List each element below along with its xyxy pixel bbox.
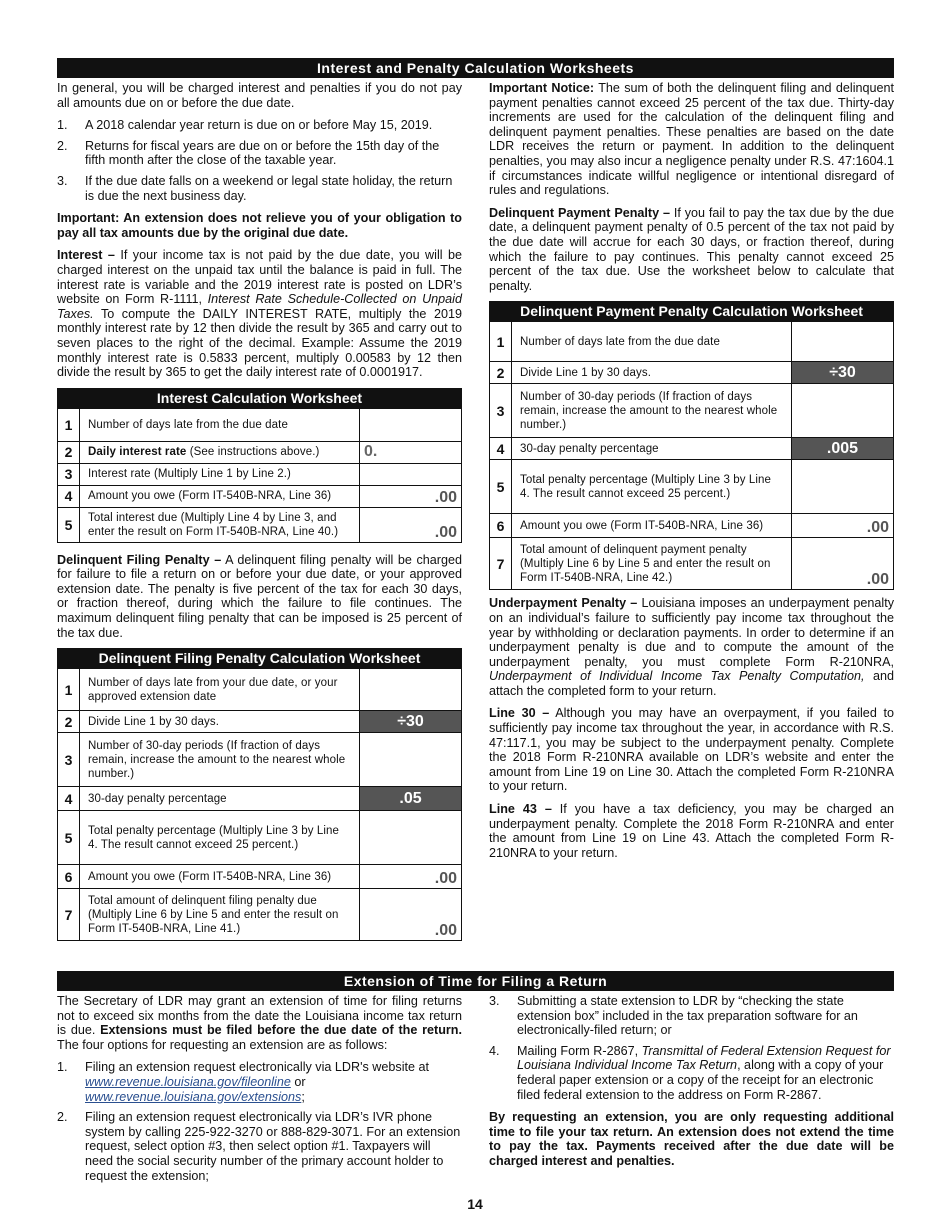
- filing-penalty-worksheet: [57, 648, 462, 941]
- option1-or: or: [290, 1074, 306, 1089]
- line-number: 4: [58, 485, 80, 507]
- line-number: 6: [490, 514, 512, 538]
- line-number: 4: [490, 438, 512, 460]
- payment-penalty-worksheet: [489, 301, 894, 590]
- list-number: 2.: [57, 138, 68, 153]
- important-notice-label: Important Notice:: [489, 81, 595, 95]
- line-preset-value: .005: [792, 438, 894, 460]
- table-row: [490, 460, 894, 514]
- interest-worksheet: [57, 388, 462, 543]
- line-description: Total amount of delinquent payment penalty (Multiply Line 6 by Line 5 and enter the result on Form IT-540B-NRA, Line 42.): [512, 538, 792, 590]
- interest-paragraph: [57, 248, 462, 379]
- option4-text-2: , along with a copy of your federal paper extension or a copy of the receipt for an electronic filed federal extension to the address on Form R-2867.: [517, 1058, 884, 1102]
- list-text: Returns for fiscal years are due on or before the 15th day of the fifth month after the close of the taxable year.: [85, 138, 440, 168]
- extensions-link[interactable]: www.revenue.louisiana.gov/extensions: [85, 1089, 302, 1104]
- extension-closing: [489, 1110, 894, 1168]
- table-row: [58, 441, 462, 463]
- list-text: If the due date falls on a weekend or legal state holiday, the return is due the next business day.: [85, 173, 453, 203]
- filing-penalty-worksheet-title: Delinquent Filing Penalty Calculation Worksheet: [57, 648, 462, 668]
- important-notice-paragraph: [489, 81, 894, 198]
- extension-intro-text-2: The four options for requesting an extension are as follows:: [57, 1037, 388, 1052]
- line-description: Number of days late from the due date: [512, 322, 792, 362]
- line-description: Amount you owe (Form IT-540B-NRA, Line 36): [80, 485, 360, 507]
- worksheets-banner: Interest and Penalty Calculation Worksheets: [57, 58, 894, 78]
- line-entry-field[interactable]: [792, 460, 894, 514]
- interest-label: Interest –: [57, 248, 115, 263]
- table-row: [58, 733, 462, 787]
- line-description: Number of 30-day periods (If fraction of days remain, increase the amount to the nearest whole number.): [80, 733, 360, 787]
- line30-label: Line 30 –: [489, 706, 550, 721]
- table-row: [490, 384, 894, 438]
- line-entry-field[interactable]: 0.: [360, 441, 462, 463]
- table-row: [490, 322, 894, 362]
- page: [57, 58, 895, 1183]
- line-number: 2: [58, 441, 80, 463]
- delinquent-payment-text: If you fail to pay the tax due by the due date, a delinquent payment penalty of 0.5 percent of the tax not paid by the due date will accrue for each 30 days, or fraction thereof, during which the failure to pay continues. This penalty cannot exceed 25 percent of the tax due. Use the worksheet below to calculate that penalty.: [489, 205, 894, 293]
- delinquent-filing-paragraph: [57, 553, 462, 641]
- delinquent-payment-paragraph: [489, 206, 894, 294]
- delinquent-filing-text: A delinquent filing penalty will be charged for failure to file a return on or before your due date, or your approved extension date. The penalty is five percent of the tax for each 30 days, or fraction thereof, during which the failure to file continues. The maximum delinquent filing penalty that can be imposed is 25 percent of the tax due.: [57, 552, 462, 640]
- line-description: Divide Line 1 by 30 days.: [512, 362, 792, 384]
- line-description: 30-day penalty percentage: [512, 438, 792, 460]
- fileonline-link[interactable]: www.revenue.louisiana.gov/fileonline: [85, 1074, 291, 1089]
- option1-text: Filing an extension request electronically via LDR's website at: [85, 1060, 430, 1075]
- line30-paragraph: [489, 706, 894, 794]
- table-row: [490, 362, 894, 384]
- due-date-list: [57, 118, 462, 203]
- intro-paragraph: In general, you will be charged interest and penalties if you do not pay all amounts due on or before the due date.: [57, 81, 462, 110]
- underpayment-paragraph: [489, 596, 894, 698]
- list-number: 1.: [57, 118, 68, 133]
- line43-label: Line 43 –: [489, 802, 552, 817]
- line-entry-field[interactable]: .00: [792, 514, 894, 538]
- line-number: 3: [58, 463, 80, 485]
- line-entry-field[interactable]: [360, 408, 462, 441]
- extension-banner: Extension of Time for Filing a Return: [57, 971, 894, 991]
- line-number: 2: [58, 711, 80, 733]
- list-number: 3.: [57, 173, 68, 188]
- line-number: 5: [490, 460, 512, 514]
- list-number: 3.: [489, 994, 500, 1008]
- option4-text-1: Mailing Form R-2867,: [517, 1043, 642, 1058]
- list-text: Filing an extension request electronically via LDR’s IVR phone system by calling 225-922-3270 or 888-829-3071. For an extension request, select option #3, then select option #1. Taxpayers will need the social security number of the primary account holder to request the extension;: [85, 1110, 461, 1183]
- line-entry-field[interactable]: .00: [360, 507, 462, 542]
- line-entry-field[interactable]: [360, 463, 462, 485]
- line43-paragraph: [489, 802, 894, 860]
- line-description: Total interest due (Multiply Line 4 by Line 3, and enter the result on Form IT-540B-NRA, Line 40.): [80, 507, 360, 542]
- extension-columns: [57, 994, 894, 1191]
- table-row: [58, 463, 462, 485]
- line-entry-field[interactable]: [360, 669, 462, 711]
- extension-intro-text-1: The Secretary of LDR may grant an extension of time for filing returns not to exceed six months from the date the Louisiana income tax return is due.: [57, 994, 462, 1038]
- line-number: 3: [490, 384, 512, 438]
- line-number: 7: [490, 538, 512, 590]
- table-row: [490, 514, 894, 538]
- line30-text: Although you may have an overpayment, if you failed to sufficiently pay income tax throughout the year, in accordance with R.S. 47:117.1, you may be subject to the underpayment penalty. Complete the 2018 Form R-210NRA available on LDR’s website and enter the amount from Line 19 on Line 30. Attach the completed Form R-210NRA to your return.: [489, 706, 894, 794]
- delinquent-payment-label: Delinquent Payment Penalty –: [489, 205, 670, 220]
- option4-form-name: Transmittal of Federal Extension Request for Louisiana Individual Income Tax Return: [517, 1043, 891, 1073]
- list-item: [57, 1110, 462, 1183]
- important-extension-note: [57, 211, 462, 240]
- left-column: [57, 81, 462, 951]
- line-number: 1: [58, 669, 80, 711]
- line-number: 7: [58, 889, 80, 941]
- line-description-rest: (See instructions above.): [186, 446, 320, 459]
- upper-columns: [57, 81, 894, 951]
- line-number: 5: [58, 811, 80, 865]
- line-preset-value: ÷30: [792, 362, 894, 384]
- delinquent-filing-label: Delinquent Filing Penalty –: [57, 552, 222, 567]
- table-row: [58, 485, 462, 507]
- list-item: [489, 1044, 894, 1102]
- list-text: [85, 1060, 462, 1104]
- list-item: [57, 118, 462, 133]
- line-description: Interest rate (Multiply Line 1 by Line 2.): [80, 463, 360, 485]
- line-entry-field[interactable]: .00: [792, 538, 894, 590]
- line-description: Total penalty percentage (Multiply Line 3 by Line 4. The result cannot exceed 25 percent.): [512, 460, 792, 514]
- interest-text-1: If your income tax is not paid by the due date, you will be charged interest on the unpaid tax until the balance is paid in full. The interest rate is variable and the 2019 interest rate is posted on LDR’s website on Form R-1111,: [57, 248, 462, 307]
- list-item: [57, 1060, 462, 1104]
- line-number: 3: [58, 733, 80, 787]
- list-text: A 2018 calendar year return is due on or before May 15, 2019.: [85, 118, 433, 133]
- important-notice-text: The sum of both the delinquent filing and delinquent payment penalties cannot exceed 25 percent of the tax due. Thirty-day increments are used for the calculation of the delinquent filing and delinquent payment penalties. These penalties are based on the date LDR receives the return or payment. In addition to the delinquent penalties, you may also incur a negligence penalty under R.S. 47:1604.1 if circumstances indicate willful negligence or intentional disregard of rules and regulations.: [489, 81, 895, 198]
- line-number: 1: [58, 408, 80, 441]
- interest-form-name: Interest Rate Schedule-Collected on Unpaid Taxes.: [57, 292, 462, 321]
- right-column: [489, 81, 894, 951]
- payment-penalty-worksheet-title: Delinquent Payment Penalty Calculation Worksheet: [489, 301, 894, 321]
- underpayment-text-2: and attach the completed form to your return.: [489, 669, 894, 698]
- line-entry-field[interactable]: .00: [360, 865, 462, 889]
- line-entry-field[interactable]: [360, 733, 462, 787]
- line-entry-field[interactable]: [360, 811, 462, 865]
- table-row: [58, 669, 462, 711]
- table-row: [58, 408, 462, 441]
- line-description: Amount you owe (Form IT-540B-NRA, Line 36): [80, 865, 360, 889]
- list-text: [517, 1044, 894, 1102]
- page-number: 14: [467, 1196, 483, 1212]
- line-number: 5: [58, 507, 80, 542]
- line-number: 1: [490, 322, 512, 362]
- table-row: [58, 811, 462, 865]
- table-row: [58, 711, 462, 733]
- extension-intro: [57, 994, 462, 1052]
- interest-worksheet-title: Interest Calculation Worksheet: [57, 388, 462, 408]
- line-number: 6: [58, 865, 80, 889]
- line-description: Number of days late from your due date, or your approved extension date: [80, 669, 360, 711]
- line-entry-field[interactable]: .00: [360, 485, 462, 507]
- extension-closing-text: By requesting an extension, you are only requesting additional time to file your tax return. An extension does not extend the time to pay the tax. Payments received after the due date will be charged interest and penalties.: [489, 1110, 894, 1168]
- table-row: [58, 889, 462, 941]
- line-description: Divide Line 1 by 30 days.: [80, 711, 360, 733]
- list-item: [57, 174, 462, 203]
- list-number: 2.: [57, 1110, 68, 1125]
- underpayment-text-1: Louisiana imposes an underpayment penalty on an individual’s failure to sufficiently pay income tax throughout the year by withholding or declaration payments. In order to determine if an underpayment penalty is due and to compute the amount of the underpayment penalty, you must complete Form R-210NRA,: [489, 596, 895, 669]
- table-row: [58, 865, 462, 889]
- line-description: [80, 441, 360, 463]
- list-text: Submitting a state extension to LDR by “checking the state extension box” included in the tax preparation software for an electronically-filed return; or: [517, 994, 858, 1038]
- list-number: 1.: [57, 1060, 68, 1075]
- extension-intro-bold: Extensions must be filed before the due date of the return.: [100, 1023, 462, 1038]
- extension-options-list-a: [57, 1060, 462, 1183]
- line-entry-field[interactable]: .00: [360, 889, 462, 941]
- table-row: [490, 538, 894, 590]
- line-preset-value: .05: [360, 787, 462, 811]
- important-extension-text: Important: An extension does not relieve you of your obligation to pay all tax amounts due by the original due date.: [57, 211, 462, 240]
- option1-end: ;: [301, 1089, 305, 1104]
- line-description: Total penalty percentage (Multiply Line 3 by Line 4. The result cannot exceed 25 percent.): [80, 811, 360, 865]
- table-row: [490, 438, 894, 460]
- underpayment-label: Underpayment Penalty –: [489, 596, 638, 611]
- line-number: 2: [490, 362, 512, 384]
- line-entry-field[interactable]: [792, 322, 894, 362]
- interest-text-2: To compute the DAILY INTEREST RATE, multiply the 2019 monthly interest rate by 12 then divide the result by 365 and carry out to seven places to the right of the decimal. Example: Assume the 2019 monthly interest rate is 0.5833 percent, multiply 0.00583 by 12 then divide the result by 365 to get the daily interest rate of 0.0001917.: [57, 306, 462, 380]
- list-number: 4.: [489, 1043, 500, 1058]
- line-description-bold: Daily interest rate: [88, 446, 187, 459]
- line-description: 30-day penalty percentage: [80, 787, 360, 811]
- line-description: Total amount of delinquent filing penalty due (Multiply Line 6 by Line 5 and enter the result on Form IT-540B-NRA, Line 41.): [80, 889, 360, 941]
- extension-left-column: [57, 994, 462, 1191]
- extension-right-column: [489, 994, 894, 1191]
- line-description: Number of days late from the due date: [80, 408, 360, 441]
- line-preset-value: ÷30: [360, 711, 462, 733]
- list-item: [57, 139, 462, 168]
- table-row: [58, 507, 462, 542]
- table-row: [58, 787, 462, 811]
- line43-text: If you have a tax deficiency, you may be charged an underpayment penalty. Complete the 2018 Form R-210NRA and enter the amount from Line 19 on Line 43. Attach the completed Form R-210NRA to your return.: [489, 802, 894, 860]
- line-description: Number of 30-day periods (If fraction of days remain, increase the amount to the nearest whole number.): [512, 384, 792, 438]
- underpayment-form-name: Underpayment of Individual Income Tax Penalty Computation,: [489, 669, 865, 684]
- list-item: [489, 994, 894, 1038]
- line-entry-field[interactable]: [792, 384, 894, 438]
- line-description: Amount you owe (Form IT-540B-NRA, Line 36): [512, 514, 792, 538]
- line-number: 4: [58, 787, 80, 811]
- extension-options-list-b: [489, 994, 894, 1102]
